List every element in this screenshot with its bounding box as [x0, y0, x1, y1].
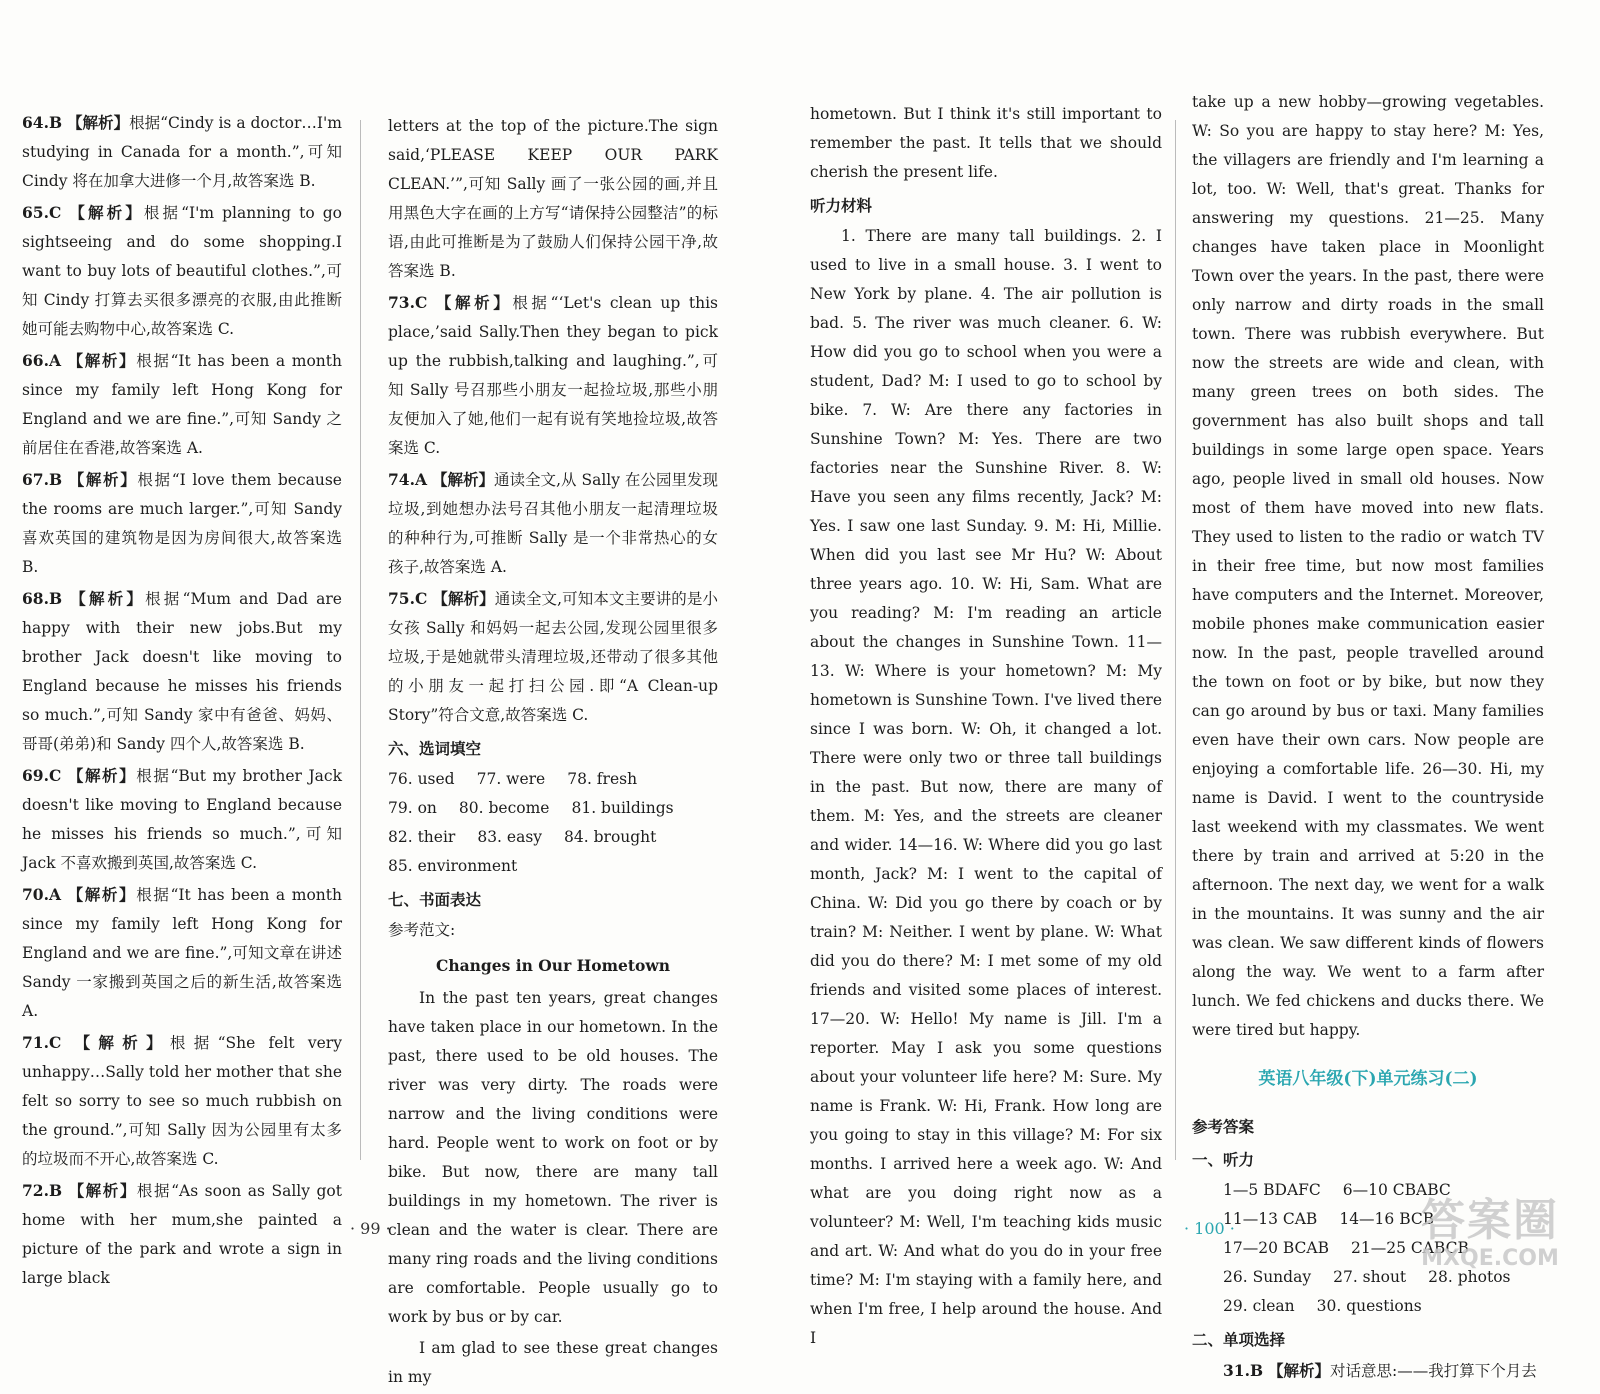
listening-answer: 21—25 CABCB — [1351, 1239, 1469, 1257]
listening-answer: 6—10 CBABC — [1342, 1181, 1451, 1199]
listening-answer: 17—20 BCAB — [1223, 1239, 1329, 1257]
watermark-logo — [1420, 1196, 1560, 1276]
item-text: 根据“But my brother Jack doesn't like moving to England because he misses his friends so much.”,可知 Jack 不喜欢搬到英国,故答案选 C. — [22, 767, 342, 872]
item-number: 72.B — [22, 1181, 63, 1200]
item-number: 64.B — [22, 113, 63, 132]
answer-column-3 — [810, 100, 1162, 1355]
analysis-tag: 【解析】 — [432, 589, 495, 608]
item-text: 根据“Cindy is a doctor…I'm studying in Canada for a month.”,可知 Cindy 将在加拿大进修一个月,故答案选 B. — [22, 114, 342, 190]
analysis-tag: 【解析】 — [67, 113, 130, 132]
item-text: 根据“‘Let's clean up this place,’said Sally.Then they began to pick up the rubbish,talking and laughing.”,可知 Sally 号召那些小朋友一起捡垃圾,那些小朋友便加入了她,他们一起有说有笑地捡垃圾,故答案选 C. — [388, 294, 718, 457]
right-page — [800, 0, 1600, 1380]
item-number: 68.B — [22, 589, 63, 608]
item-text: 通读全文,从 Sally 在公园里发现垃圾,到她想办法号召其他小朋友一起清理垃圾的种种行为,可推断 Sally 是一个非常热心的女孩子,故答案选 A. — [388, 471, 718, 576]
page-number-right: · 100 · — [1184, 1219, 1235, 1238]
analysis-tag: 【解析】 — [431, 470, 495, 489]
listening-answer: 28. photos — [1428, 1268, 1511, 1286]
analysis-tag: 【解析】 — [68, 1181, 137, 1200]
item-number: 67.B — [22, 470, 63, 489]
answer-column-2 — [388, 112, 718, 1394]
answers-label: 参考答案 — [1192, 1117, 1255, 1136]
unit-title: 英语八年级(下)单元练习(二) — [1258, 1069, 1478, 1089]
watermark-logo-text: 答案圈 — [1421, 1195, 1559, 1246]
item-text: 根据“It has been a month since my family left Hong Kong for England and we are fine.”,可知 Sandy 之前居住在香港,故答案选 A. — [22, 352, 342, 457]
listening-title: 听力材料 — [810, 196, 873, 215]
page-number: · 99 · — [350, 1219, 391, 1238]
section-6-answers — [388, 765, 718, 881]
analysis-tag: 【解析】 — [74, 1033, 170, 1052]
essay-ending: hometown. But I think it's still important to remember the past. It tells that we should cherish the present life. — [810, 105, 1162, 181]
item-number: 65.C — [22, 203, 62, 222]
section-6-title: 六、选词填空 — [388, 739, 482, 758]
answer-explanation — [22, 198, 342, 344]
analysis-tag: 【解析】 — [69, 203, 144, 222]
item-text: 根据“Mum and Dad are happy with their new jobs.But my brother Jack doesn't like moving to England because he misses his friends so much.”,可知 Sandy 家中有爸爸、妈妈、哥哥(弟弟)和 Sandy 四个人,故答案选 B. — [22, 590, 342, 753]
answer-explanation — [22, 761, 342, 878]
essay-title: Changes in Our Hometown — [436, 956, 670, 975]
analysis-tag: 【解析】 — [67, 766, 137, 785]
answer-column-1 — [22, 108, 342, 1295]
answer-explanation — [388, 288, 718, 463]
listening-answer: 26. Sunday — [1223, 1268, 1312, 1286]
essay-paragraph-2: I am glad to see these great changes in my — [388, 1339, 718, 1386]
analysis-tag: 【解析】 — [67, 351, 137, 370]
fill-blank-answer: 78. fresh — [567, 770, 638, 788]
question-31 — [1192, 1356, 1544, 1386]
watermark-url: MXQE.COM — [1421, 1246, 1559, 1271]
listening-answer: 30. questions — [1316, 1297, 1422, 1315]
essay-paragraph: In the past ten years, great changes have taken place in our hometown. In the past, there used to be old houses. The river was very dirty. The roads were narrow and the living conditions were hard. People went to work on foot or by bike. But now, there are many tall buildings in my hometown. The river is clean and the water is clear. There are many ring roads and the living conditions are comfortable. People usually go to work by bus or by car. — [388, 989, 718, 1326]
analysis-tag: 【解析】 — [70, 589, 146, 608]
answer-explanation — [22, 1176, 342, 1293]
listening-answer: 11—13 CAB — [1223, 1210, 1318, 1228]
column-divider — [360, 120, 361, 1160]
item-number: 71.C — [22, 1033, 62, 1052]
answer-explanation — [388, 465, 718, 582]
item-text: 根据“I'm planning to go sightseeing and do some shopping.I want to buy lots of beautiful clothes.”,可知 Cindy 打算去买很多漂亮的衣服,由此推断她可能去购物中心,故答案选 C. — [22, 204, 342, 338]
listening-transcript-cont: take up a new hobby—growing vegetables. W: So you are happy to stay here? M: Yes, the villagers are friendly and I'm learning a lot, too. W: Well, that's great. Thanks for answering my questions. 21—25. Many changes have taken place in Moonlight Town over the years. In the past, there were only narrow and dirty roads in the small town. There was rubbish everywhere. But now the streets are wide and clean, with many green trees on both sides. The government has also built shops and tall buildings in some large open space. Years ago, people lived in small old houses. Now most of them have moved into new flats. They used to listen to the radio or watch TV in their free time, but now most families have computers and the Internet. Moreover, mobile phones make communication easier now. In the past, people travelled around the town on foot or by bike, but now they can go around by bus or taxi. Many families even have their own cars. Now people are enjoying a comfortable life. 26—30. Hi, my name is David. I went to the countryside last weekend with my classmates. We went there by train and arrived at 5:20 in the afternoon. The next day, we went for a walk in the mountains. It was sunny and the air was clean. We saw different kinds of flowers along the way. We went to a farm after lunch. We fed chickens and ducks there. We were tired but happy. — [1192, 93, 1544, 1039]
item-text: 根据“I love them because the rooms are much larger.”,可知 Sandy 喜欢英国的建筑物是因为房间很大,故答案选 B. — [22, 471, 342, 576]
continued-explanation: letters at the top of the picture.The sign said,‘PLEASE KEEP OUR PARK CLEAN.’”,可知 Sally 画了一张公园的画,并且用黑色大字在画的上方写“请保持公园整洁”的标语,由此可推断是为了鼓励人们保持公园干净,故答案选 B. — [388, 117, 718, 280]
fill-blank-answer: 83. easy — [477, 828, 543, 846]
fill-blank-answer: 79. on — [388, 799, 437, 817]
fill-blank-answer: 84. brought — [564, 828, 657, 846]
analysis-tag: 【解析】 — [67, 885, 137, 904]
item-number: 73.C — [388, 293, 428, 312]
listening-answer: 29. clean — [1223, 1297, 1295, 1315]
fill-blank-answer: 85. environment — [388, 857, 518, 875]
part-1-title: 一、听力 — [1192, 1150, 1255, 1169]
fill-blank-answer: 81. buildings — [571, 799, 674, 817]
column-divider-right — [1175, 120, 1176, 1160]
answer-column-4 — [1192, 88, 1544, 1388]
item-text: 对话意思:——我打算下个月去 — [1330, 1362, 1537, 1380]
analysis-tag: 【解析】 — [435, 293, 513, 312]
item-number: 66.A — [22, 351, 61, 370]
item-number: 75.C — [388, 589, 428, 608]
answer-explanation — [22, 346, 342, 463]
item-text: 根据“It has been a month since my family left Hong Kong for England and we are fine.”,可知文章在讲述 Sandy 一家搬到英国之后的新生活,故答案选 A. — [22, 886, 342, 1020]
item-text: 通读全文,可知本文主要讲的是小女孩 Sally 和妈妈一起去公园,发现公园里很多垃圾,于是她就带头清理垃圾,还带动了很多其他的小朋友一起打扫公园.即“A Clean-up Story”符合文意,故答案选 C. — [388, 590, 718, 724]
section-7-title: 七、书面表达 — [388, 890, 482, 909]
fill-blank-answer: 82. their — [388, 828, 456, 846]
analysis-tag: 【解析】 — [1268, 1361, 1331, 1380]
listening-transcript: 1. There are many tall buildings. 2. I used to live in a small house. 3. I went to New York by plane. 4. The air pollution is bad. 5. The river was much cleaner. 6. W: How did you go to school when you were a student, Dad? M: I used to go to school by bike. 7. W: Are there any factories in Sunshine Town? M: Yes. There are two factories near the Sunshine River. 8. W: Have you seen any films recently, Jack? M: Yes. I saw one last Sunday. 9. M: Hi, Millie. When did you last see Mr Hu? W: About three years ago. 10. W: Hi, Sam. What are you reading? M: I'm reading an article about the changes in Sunshine Town. 11—13. W: Where is your hometown? M: My hometown is Sunshine Town. I've lived there since I was born. W: Oh, it changed a lot. There were only two or three tall buildings in the past. But now, there are many of them. M: Yes, and the streets are cleaner and wider. 14—16. W: Where did you go last month, Jack? M: I went to the capital of China. W: Did you go there by coach or by train? M: Neither. I went by plane. W: What did you do there? M: I met some of my old friends and visited some places of interest. 17—20. W: Hello! My name is Jill. I'm a reporter. May I ask you some questions about your volunteer life here? M: Sure. My name is Frank. W: Hi, Frank. How long are you going to stay in this village? M: For six months. I arrived here a week ago. W: And what are you doing right now as a volunteer? M: Well, I'm teaching kids music and art. W: And what do you do in your free time? M: I'm staying with a family here, and when I'm free, I help around the house. And I — [810, 227, 1162, 1347]
listening-answer: 1—5 BDAFC — [1223, 1181, 1321, 1199]
left-page — [0, 0, 800, 1386]
answer-explanation — [22, 1028, 342, 1174]
item-text: 根据“As soon as Sally got home with her mum,she painted a picture of the park and wrote a sign in large black — [22, 1182, 342, 1287]
sample-label: 参考范文: — [388, 921, 456, 939]
answer-explanation — [22, 465, 342, 582]
answer-explanation — [22, 108, 342, 196]
item-number: 70.A — [22, 885, 61, 904]
fill-blank-answer: 76. used — [388, 770, 455, 788]
listening-answer: 27. shout — [1333, 1268, 1407, 1286]
fill-blank-answer: 77. were — [476, 770, 546, 788]
item-number: 31.B — [1223, 1361, 1264, 1380]
answer-explanation — [388, 584, 718, 730]
answer-explanation — [22, 584, 342, 759]
item-text: 根据“She felt very unhappy…Sally told her mother that she felt so sorry to see so much rubbish on the ground.”,可知 Sally 因为公园里有太多的垃圾而不开心,故答案选 C. — [22, 1034, 342, 1168]
answer-explanation — [22, 880, 342, 1026]
analysis-tag: 【解析】 — [68, 470, 138, 489]
fill-blank-answer: 80. become — [458, 799, 550, 817]
part-2-title: 二、单项选择 — [1192, 1330, 1286, 1349]
listening-answer: 14—16 BCB — [1339, 1210, 1435, 1228]
item-number: 69.C — [22, 766, 62, 785]
item-number: 74.A — [388, 470, 427, 489]
